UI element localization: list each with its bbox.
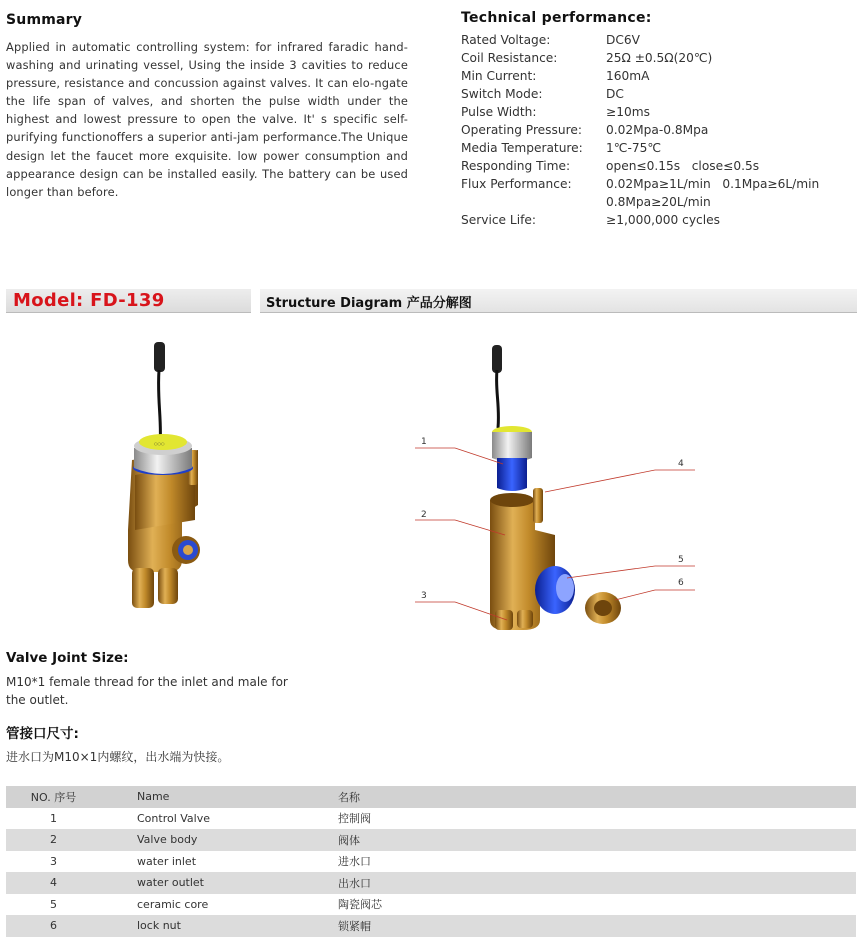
spec-row	[461, 103, 861, 121]
cell-name: water inlet	[137, 854, 197, 868]
valve-joint-title: Valve Joint Size:	[6, 650, 129, 666]
spec-value: 0.02Mpa-0.8Mpa	[606, 123, 709, 137]
table-row	[6, 894, 856, 916]
spec-row	[461, 31, 861, 49]
model-bar	[6, 289, 251, 313]
callout-2: 2	[421, 510, 427, 520]
callout-6: 6	[678, 578, 684, 588]
table-row	[6, 851, 856, 873]
cell-cn: 控制阀	[338, 812, 371, 826]
spec-value: 1℃-75℃	[606, 141, 662, 155]
summary-title: Summary	[6, 12, 83, 28]
cell-no: 5	[50, 897, 57, 911]
cell-no: 4	[50, 876, 57, 890]
valve-joint-cn-title: 管接口尺寸:	[6, 726, 79, 742]
parts-table-header	[6, 786, 856, 808]
spec-value: open≤0.15s close≤0.5s	[606, 159, 760, 173]
structure-diagram-title: Structure Diagram 产品分解图	[266, 296, 472, 311]
table-row	[6, 915, 856, 937]
spec-value: 0.02Mpa≥1L/min 0.1Mpa≥6L/min	[606, 177, 820, 191]
spec-value: 25Ω ±0.5Ω(20℃)	[606, 51, 713, 65]
valve-joint-text: M10*1 female thread for the inlet and male for the outlet.	[6, 675, 288, 707]
cell-no: 1	[50, 811, 57, 825]
spec-label: Operating Pressure:	[461, 123, 582, 137]
technical-performance-section	[461, 10, 861, 229]
spec-value: ≥10ms	[606, 105, 650, 119]
spec-row	[461, 175, 861, 193]
callout-4: 4	[678, 459, 684, 469]
cell-name: Control Valve	[137, 811, 211, 825]
valve-joint-cn-text: 进水口为M10×1内螺纹，出水端为快接。	[6, 750, 230, 764]
summary-section	[6, 12, 408, 201]
cell-cn: 阀体	[338, 833, 360, 847]
callout-1: 1	[421, 437, 427, 447]
spec-label: Rated Voltage:	[461, 33, 551, 47]
header-no: NO. 序号	[30, 790, 77, 804]
cell-cn: 陶瓷阀芯	[338, 898, 382, 912]
callout-5: 5	[678, 555, 684, 565]
spec-value: DC6V	[606, 33, 640, 47]
spec-label: Media Temperature:	[461, 141, 583, 155]
spec-row	[461, 139, 861, 157]
table-row	[6, 872, 856, 894]
cell-name: water outlet	[137, 876, 204, 890]
cell-no: 3	[50, 854, 57, 868]
valve-joint-cn-section	[6, 722, 306, 765]
spec-row	[461, 157, 861, 175]
spec-label: Pulse Width:	[461, 105, 537, 119]
cell-no: 6	[50, 919, 57, 933]
spec-row	[461, 121, 861, 139]
table-row	[6, 829, 856, 851]
cell-name: ceramic core	[137, 897, 209, 911]
cell-name: lock nut	[137, 919, 181, 933]
technical-title: Technical performance:	[461, 10, 652, 26]
spec-label: Coil Resistance:	[461, 51, 558, 65]
spec-value: 0.8Mpa≥20L/min	[606, 195, 711, 209]
svg-text:○○○: ○○○	[154, 441, 165, 446]
spec-value: 160mA	[606, 69, 650, 83]
assembled-valve-image	[110, 340, 220, 615]
valve-joint-section	[6, 650, 296, 709]
parts-table	[6, 786, 856, 937]
spec-row	[461, 85, 861, 103]
spec-label: Service Life:	[461, 213, 536, 227]
table-row	[6, 808, 856, 830]
spec-label	[461, 193, 606, 211]
spec-row	[461, 49, 861, 67]
spec-row	[461, 67, 861, 85]
exploded-structure-diagram	[405, 340, 705, 640]
spec-value: ≥1,000,000 cycles	[606, 213, 720, 227]
spec-label: Flux Performance:	[461, 177, 572, 191]
cell-cn: 进水口	[338, 855, 371, 869]
spec-row	[461, 193, 861, 211]
summary-text: Applied in automatic controlling system: for infrared faradic hand-washing and urinating vessel, Using the inside 3 cavities to reduce pressure, resistance and concussion against valves. It can elo-ngate the life span of valves, and shorten the pulse width under the highest and lowest pressure to open the valve. It' s specific self-purifying functionoffers a superior anti-jam performance.The Unique design let the faucet more exquisite. low power consumption and appearance design can be installed easily. The battery can be used longer than before.	[6, 40, 408, 199]
spec-label: Switch Mode:	[461, 87, 543, 101]
cell-no: 2	[50, 833, 57, 847]
structure-diagram-bar	[260, 289, 857, 313]
spec-value: DC	[606, 87, 624, 101]
callout-3: 3	[421, 591, 427, 601]
header-name: Name	[137, 790, 170, 804]
cell-name: Valve body	[137, 833, 198, 847]
cell-cn: 出水口	[338, 876, 371, 890]
spec-label: Responding Time:	[461, 159, 571, 173]
spec-label: Min Current:	[461, 69, 537, 83]
header-cn: 名称	[338, 790, 360, 804]
model-label: Model: FD-139	[13, 290, 165, 311]
cell-cn: 锁紧帽	[338, 919, 371, 933]
spec-row	[461, 211, 861, 229]
